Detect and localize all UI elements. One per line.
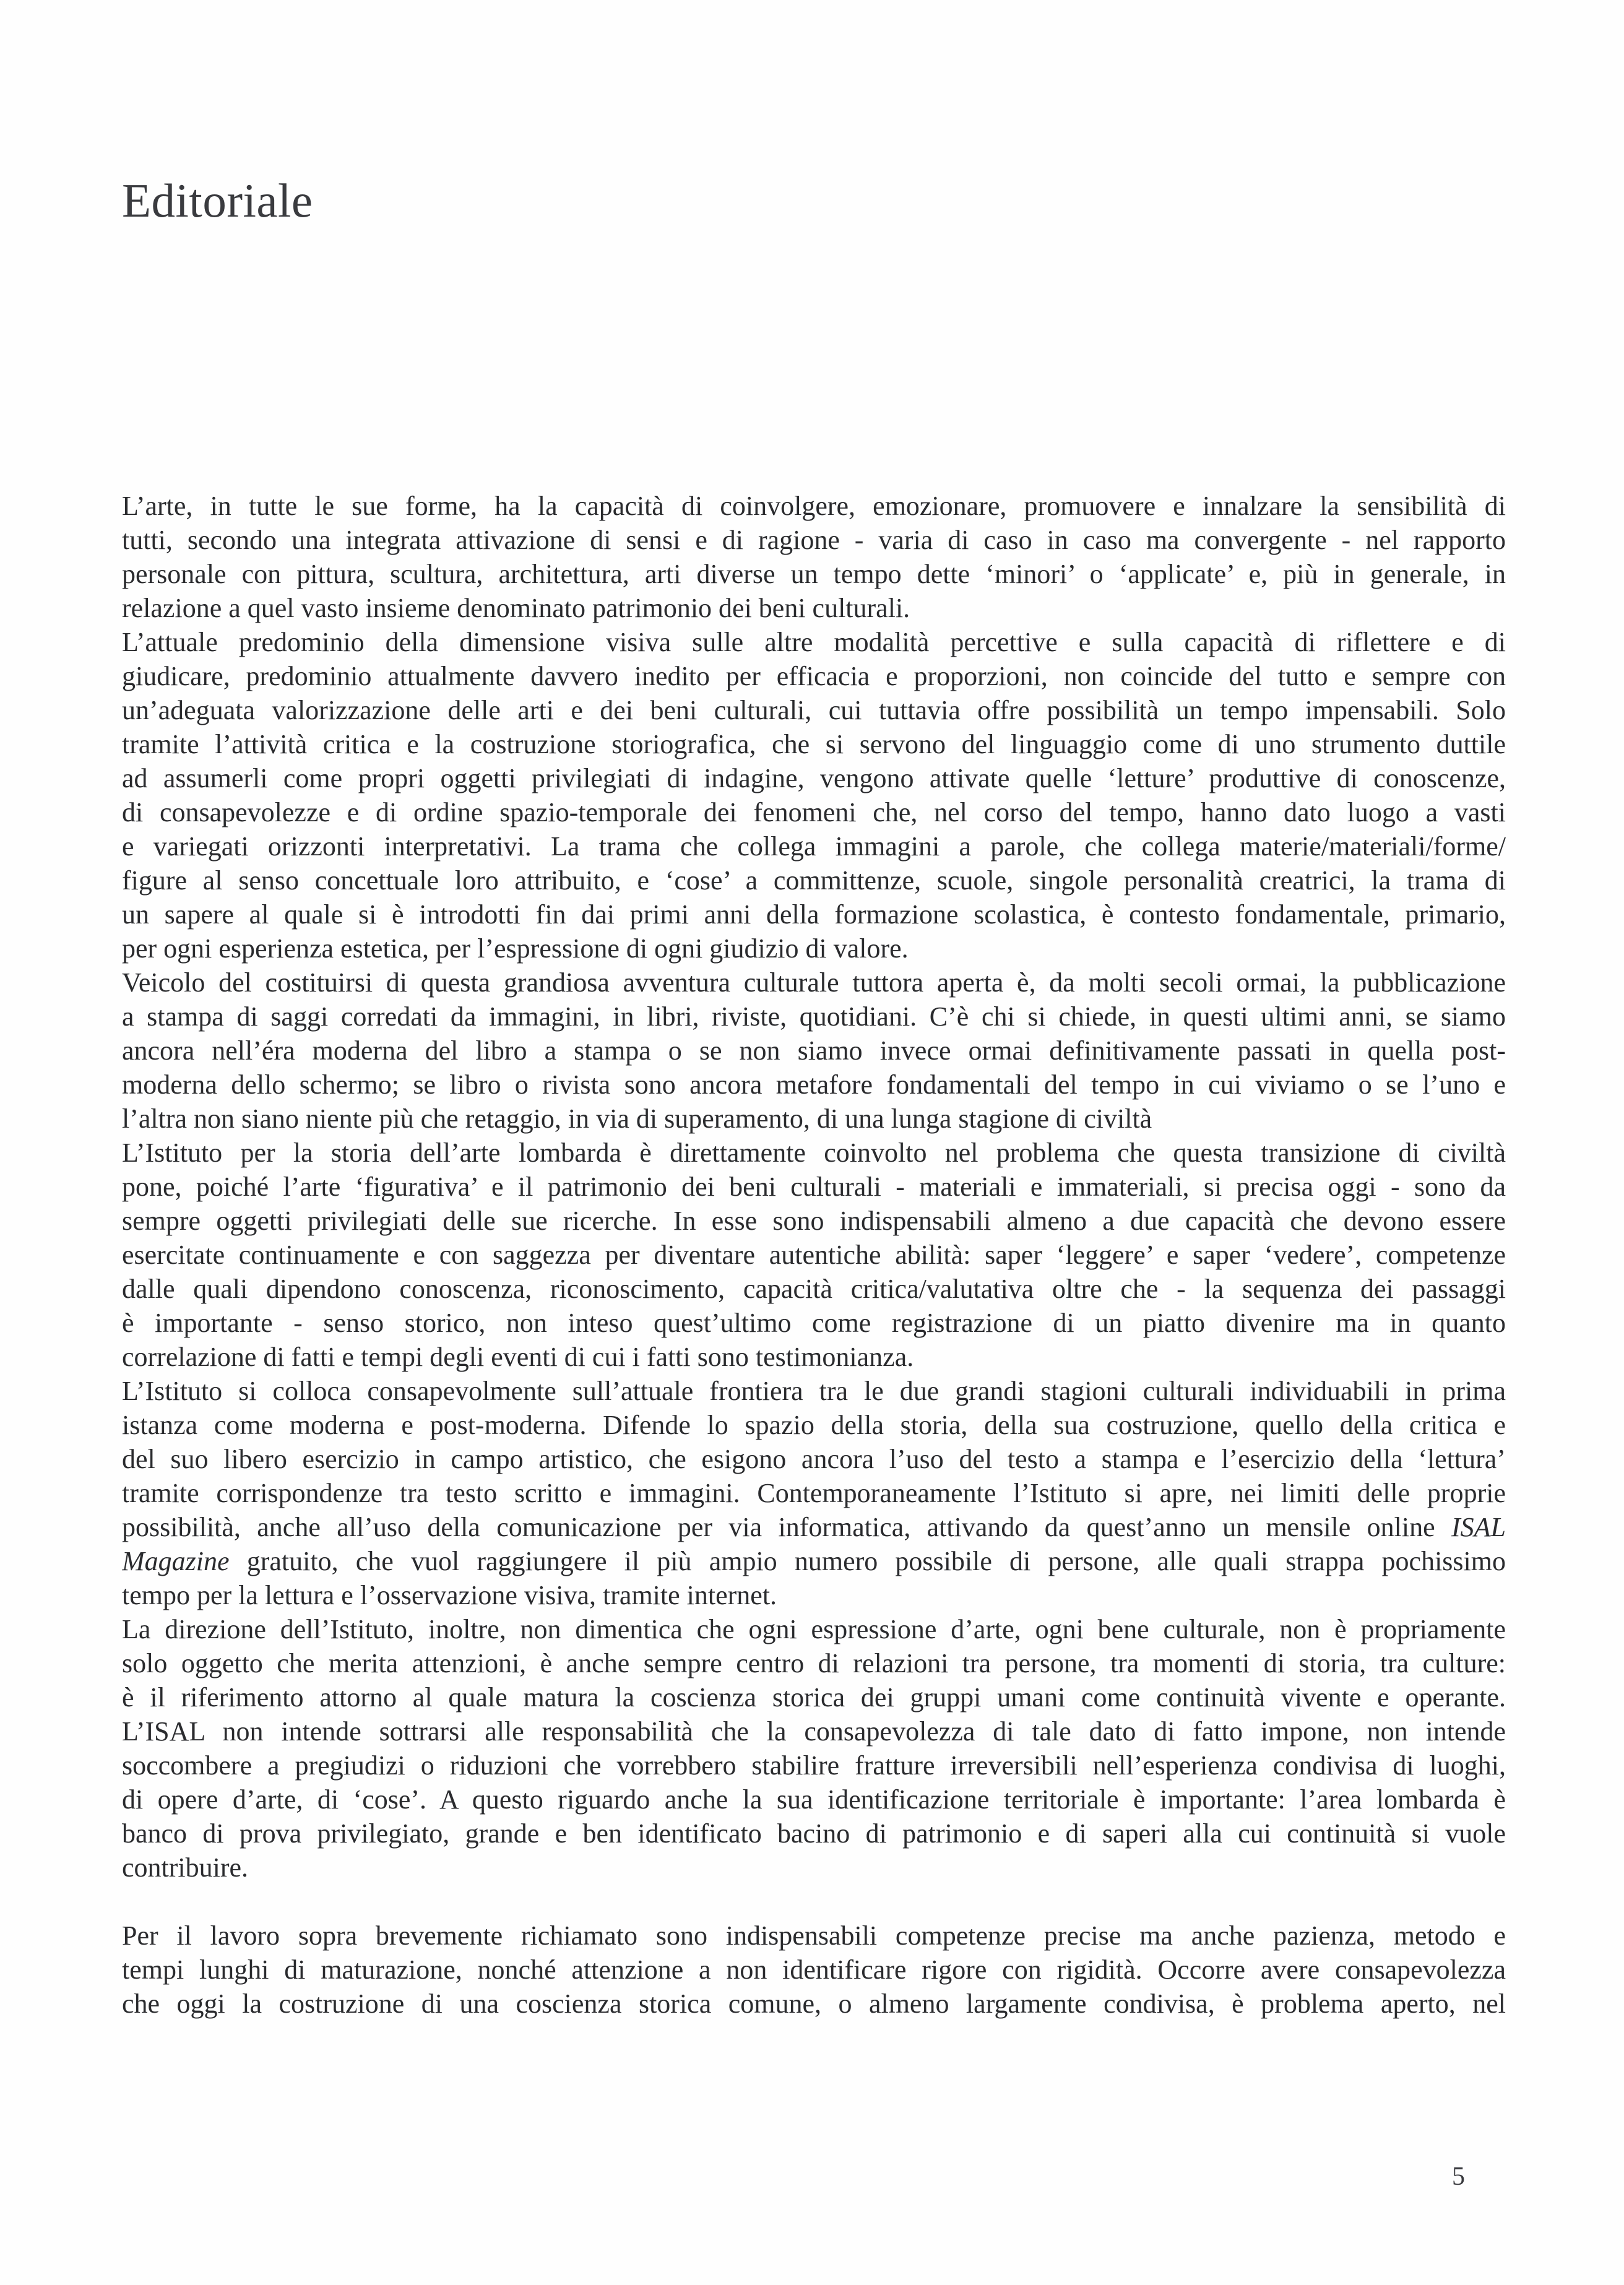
paragraph-3 [122,965,1506,1136]
text-line: l’altra non siano niente più che retaggio, in via di superamento, di una lunga stagione di civiltà [122,1104,1152,1134]
text-line: ad assumerli come propri oggetti privilegiati di indagine, vengono attivate quelle ‘letture’ produttive di conoscenze, [122,763,1506,793]
text-line [122,1544,1506,1578]
text-line: L’arte, in tutte le sue forme, ha la capacità di coinvolgere, emozionare, promuovere e innalzare la sensibilità di [122,491,1506,521]
text-line: del suo libero esercizio in campo artistico, che esigono ancora l’uso del testo a stampa e l’esercizio della ‘lettura’ [122,1444,1506,1474]
text-line: sempre oggetti privilegiati delle sue ricerche. In esse sono indispensabili almeno a due capacità che devono essere [122,1206,1506,1236]
paragraph-6 [122,1612,1506,1885]
page-number: 5 [1452,2162,1465,2191]
text-line: L’ISAL non intende sottrarsi alle responsabilità che la consapevolezza di tale dato di fatto impone, non intende [122,1716,1506,1747]
text-line: correlazione di fatti e tempi degli eventi di cui i fatti sono testimonianza. [122,1342,914,1372]
text-line: di consapevolezze e di ordine spazio-temporale dei fenomeni che, nel corso del tempo, hanno dato luogo a vasti [122,797,1506,827]
text-line: di opere d’arte, di ‘cose’. A questo riguardo anche la sua identificazione territoriale è importante: l’area lombarda è [122,1784,1506,1815]
text-line: contribuire. [122,1852,249,1883]
text-line: per ogni esperienza estetica, per l’espressione di ogni giudizio di valore. [122,933,909,964]
text-line: figure al senso concettuale loro attribuito, e ‘cose’ a committenze, scuole, singole personalità creatrici, la trama di [122,865,1506,896]
text-line: tramite l’attività critica e la costruzione storiografica, che si servono del linguaggio come di uno strumento duttile [122,729,1506,759]
text-line: tutti, secondo una integrata attivazione di sensi e di ragione - varia di caso in caso ma convergente - nel rapporto [122,525,1506,555]
text-line: giudicare, predominio attualmente davvero inedito per efficacia e proporzioni, non coincide del tutto e sempre con [122,661,1506,691]
text-line: pone, poiché l’arte ‘figurativa’ e il patrimonio dei beni culturali - materiali e immateriali, si precisa oggi - sono da [122,1172,1506,1202]
text-line: e variegati orizzonti interpretativi. La trama che collega immagini a parole, che collega materie/materiali/forme/ [122,831,1506,862]
paragraph-1 [122,489,1506,625]
text-line: Veicolo del costituirsi di questa grandiosa avventura culturale tuttora aperta è, da molti secoli ormai, la pubblicazione [122,967,1506,998]
text-line: La direzione dell’Istituto, inoltre, non dimentica che ogni espressione d’arte, ogni bene culturale, non è propriamente [122,1614,1506,1644]
text-line: tramite corrispondenze tra testo scritto e immagini. Contemporaneamente l’Istituto si apre, nei limiti delle proprie [122,1478,1506,1508]
text-line: L’Istituto per la storia dell’arte lombarda è direttamente coinvolto nel problema che questa transizione di civiltà [122,1138,1506,1168]
text-line: personale con pittura, scultura, architettura, arti diverse un tempo dette ‘minori’ o ‘applicate’ e, più in generale, in [122,559,1506,589]
text-line: a stampa di saggi corredati da immagini, in libri, riviste, quotidiani. C’è chi si chiede, in questi ultimi anni, se siamo [122,1001,1506,1032]
text-line: Per il lavoro sopra brevemente richiamato sono indispensabili competenze precise ma anche pazienza, metodo e [122,1920,1506,1951]
publication-name-italic: ISAL [1451,1512,1506,1542]
text-line: banco di prova privilegiato, grande e ben identificato bacino di patrimonio e di saperi alla cui continuità si vuole [122,1818,1506,1849]
text-line: L’Istituto si colloca consapevolmente sull’attuale frontiera tra le due grandi stagioni culturali individuabili in prima [122,1376,1506,1406]
paragraph-7 [122,1919,1506,2021]
text-segment: possibilità, anche all’uso della comunicazione per via informatica, attivando da quest’anno un mensile online [122,1512,1451,1542]
text-line: L’attuale predominio della dimensione visiva sulle altre modalità percettive e sulla capacità di riflettere e di [122,627,1506,657]
page-title: Editoriale [122,174,313,227]
paragraph-5 [122,1374,1506,1612]
text-line: soccombere a pregiudizi o riduzioni che vorrebbero stabilire fratture irreversibili nell’esperienza condivisa di luoghi, [122,1750,1506,1781]
paragraph-2 [122,625,1506,965]
text-line [122,1510,1506,1544]
text-line: dalle quali dipendono conoscenza, riconoscimento, capacità critica/valutativa oltre che - la sequenza dei passaggi [122,1274,1506,1304]
text-line: un sapere al quale si è introdotti fin dai primi anni della formazione scolastica, è contesto fondamentale, primario, [122,899,1506,930]
text-line: tempi lunghi di maturazione, nonché attenzione a non identificare rigore con rigidità. Occorre avere consapevolezza [122,1955,1506,1985]
publication-name-italic: Magazine [122,1546,230,1576]
text-segment: gratuito, che vuol raggiungere il più ampio numero possibile di persone, alle quali strappa pochissimo [229,1546,1506,1576]
text-line: che oggi la costruzione di una coscienza storica comune, o almeno largamente condivisa, è problema aperto, nel [122,1989,1506,2019]
editorial-body [122,489,1506,2021]
text-line: relazione a quel vasto insieme denominato patrimonio dei beni culturali. [122,593,910,623]
paragraph-4 [122,1136,1506,1374]
text-line: un’adeguata valorizzazione delle arti e dei beni culturali, cui tuttavia offre possibilità un tempo impensabili. Solo [122,695,1506,725]
text-line: esercitate continuamente e con saggezza per diventare autentiche abilità: saper ‘leggere’ e saper ‘vedere’, competenze [122,1240,1506,1270]
text-line: istanza come moderna e post-moderna. Difende lo spazio della storia, della sua costruzione, quello della critica e [122,1410,1506,1440]
text-line: tempo per la lettura e l’osservazione visiva, tramite internet. [122,1580,777,1610]
text-line: è importante - senso storico, non inteso quest’ultimo come registrazione di un piatto divenire ma in quanto [122,1308,1506,1338]
text-line: moderna dello schermo; se libro o rivista sono ancora metafore fondamentali del tempo in cui viviamo o se l’uno e [122,1069,1506,1100]
text-line: ancora nell’éra moderna del libro a stampa o se non siamo invece ormai definitivamente passati in quella post- [122,1035,1506,1066]
text-line: è il riferimento attorno al quale matura la coscienza storica dei gruppi umani come continuità vivente e operante. [122,1682,1506,1713]
text-line: solo oggetto che merita attenzioni, è anche sempre centro di relazioni tra persone, tra momenti di storia, tra culture: [122,1648,1506,1678]
